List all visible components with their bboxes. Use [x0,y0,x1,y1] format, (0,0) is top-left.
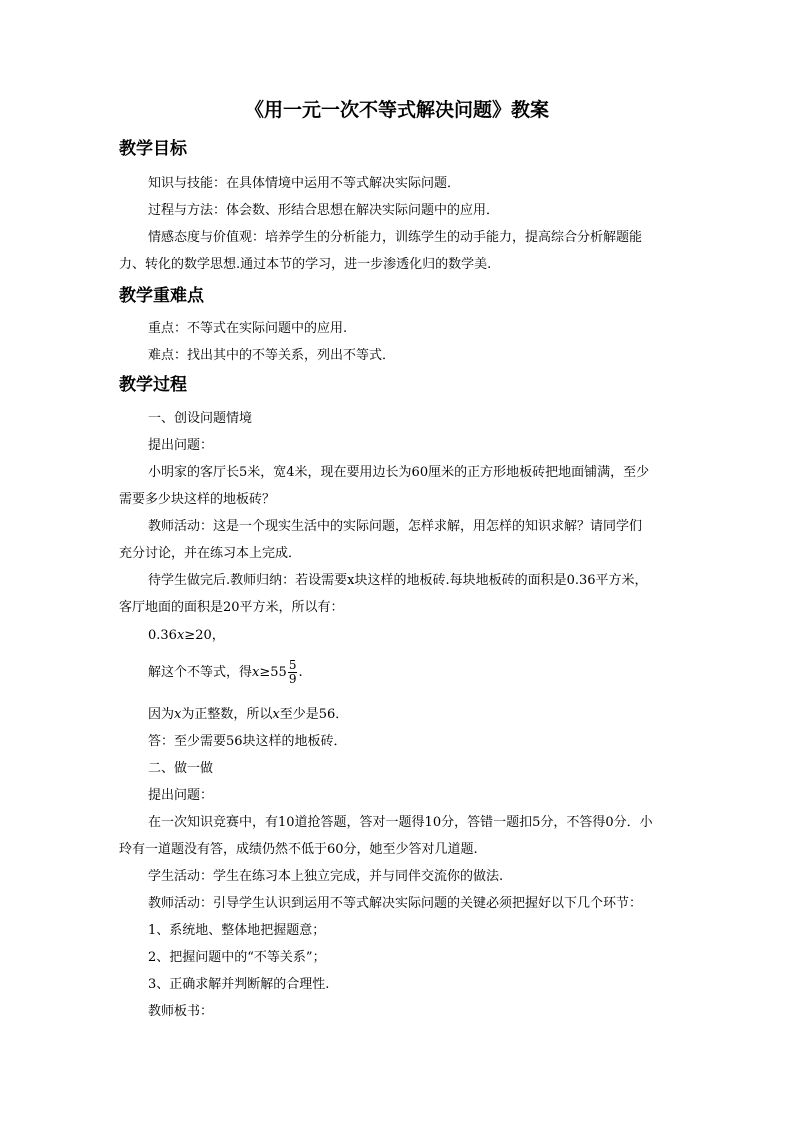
goal-process: 过程与方法：体会数、形结合思想在解决实际问题中的应用． [148,203,500,218]
part2-prompt: 提出问题： [148,788,214,803]
teacher-activity1-line2: 充分讨论，并在练习本上完成． [119,546,302,561]
solution: 解这个不等式，得x≥55 $\frac{5}{9}$ . [148,658,303,686]
summary-line1: 待学生做完后.教师归纳：若设需要x块这样的地板砖.每块地板砖的面积是0.36平方米， [148,573,648,588]
inequality: 0.36x≥20， [148,628,225,643]
answer: 答：至少需要56块这样的地板砖． [148,734,347,749]
integer-reasoning: 因为x为正整数，所以x至少是56． [148,707,349,722]
heading-key-points: 教学重难点 [119,286,204,306]
teacher-activity1-line1: 教师活动：这是一个现实生活中的实际问题，怎样求解，用怎样的知识求解？请同学们 [148,519,643,534]
part1-problem-line2: 需要多少块这样的地板砖？ [119,492,276,507]
part2-problem-line1: 在一次知识竞赛中，有10道抢答题，答对一题得10分，答错一题扣5分，不答得0分．小 [148,815,653,830]
teacher-activity2: 教师活动：引导学生认识到运用不等式解决实际问题的关键必须把握好以下几个环节： [148,896,643,911]
part1-title: 一、创设问题情境 [148,411,253,426]
heading-procedure: 教学过程 [119,375,187,395]
step-3: 3、正确求解并判断解的合理性. [148,977,330,992]
key-focus: 重点：不等式在实际问题中的应用. [148,321,348,336]
goal-knowledge: 知识与技能：在具体情境中运用不等式解决实际问题． [148,176,461,191]
teacher-board: 教师板书： [148,1004,214,1019]
heading-goals: 教学目标 [119,139,187,159]
part1-prompt: 提出问题： [148,438,214,453]
part2-title: 二、做一做 [148,761,214,776]
goal-attitude-line2: 力、转化的数学思想.通过本节的学习，进一步渗透化归的数学美. [119,257,492,272]
summary-line2: 客厅地面的面积是20平方米，所以有： [119,600,344,615]
goal-attitude-line1: 情感态度与价值观：培养学生的分析能力，训练学生的动手能力，提高综合分析解题能 [148,230,643,245]
student-activity: 学生活动：学生在练习本上独立完成，并与同伴交流你的做法. [148,869,504,884]
fraction: $\frac{5}{9}$ [288,658,297,686]
part1-problem-line1: 小明家的客厅长5米，宽4米，现在要用边长为60厘米的正方形地板砖把地面铺满，至少 [148,465,650,480]
step-1: 1、系统地、整体地把握题意； [148,923,326,938]
key-difficulty: 难点：找出其中的不等关系，列出不等式． [148,348,396,363]
document-title: 《用一元一次不等式解决问题》教案 [244,99,549,121]
part2-problem-line2: 玲有一道题没有答，成绩仍然不低于60分，她至少答对几道题. [119,842,478,857]
step-2: 2、把握问题中的“不等关系”； [148,950,326,965]
